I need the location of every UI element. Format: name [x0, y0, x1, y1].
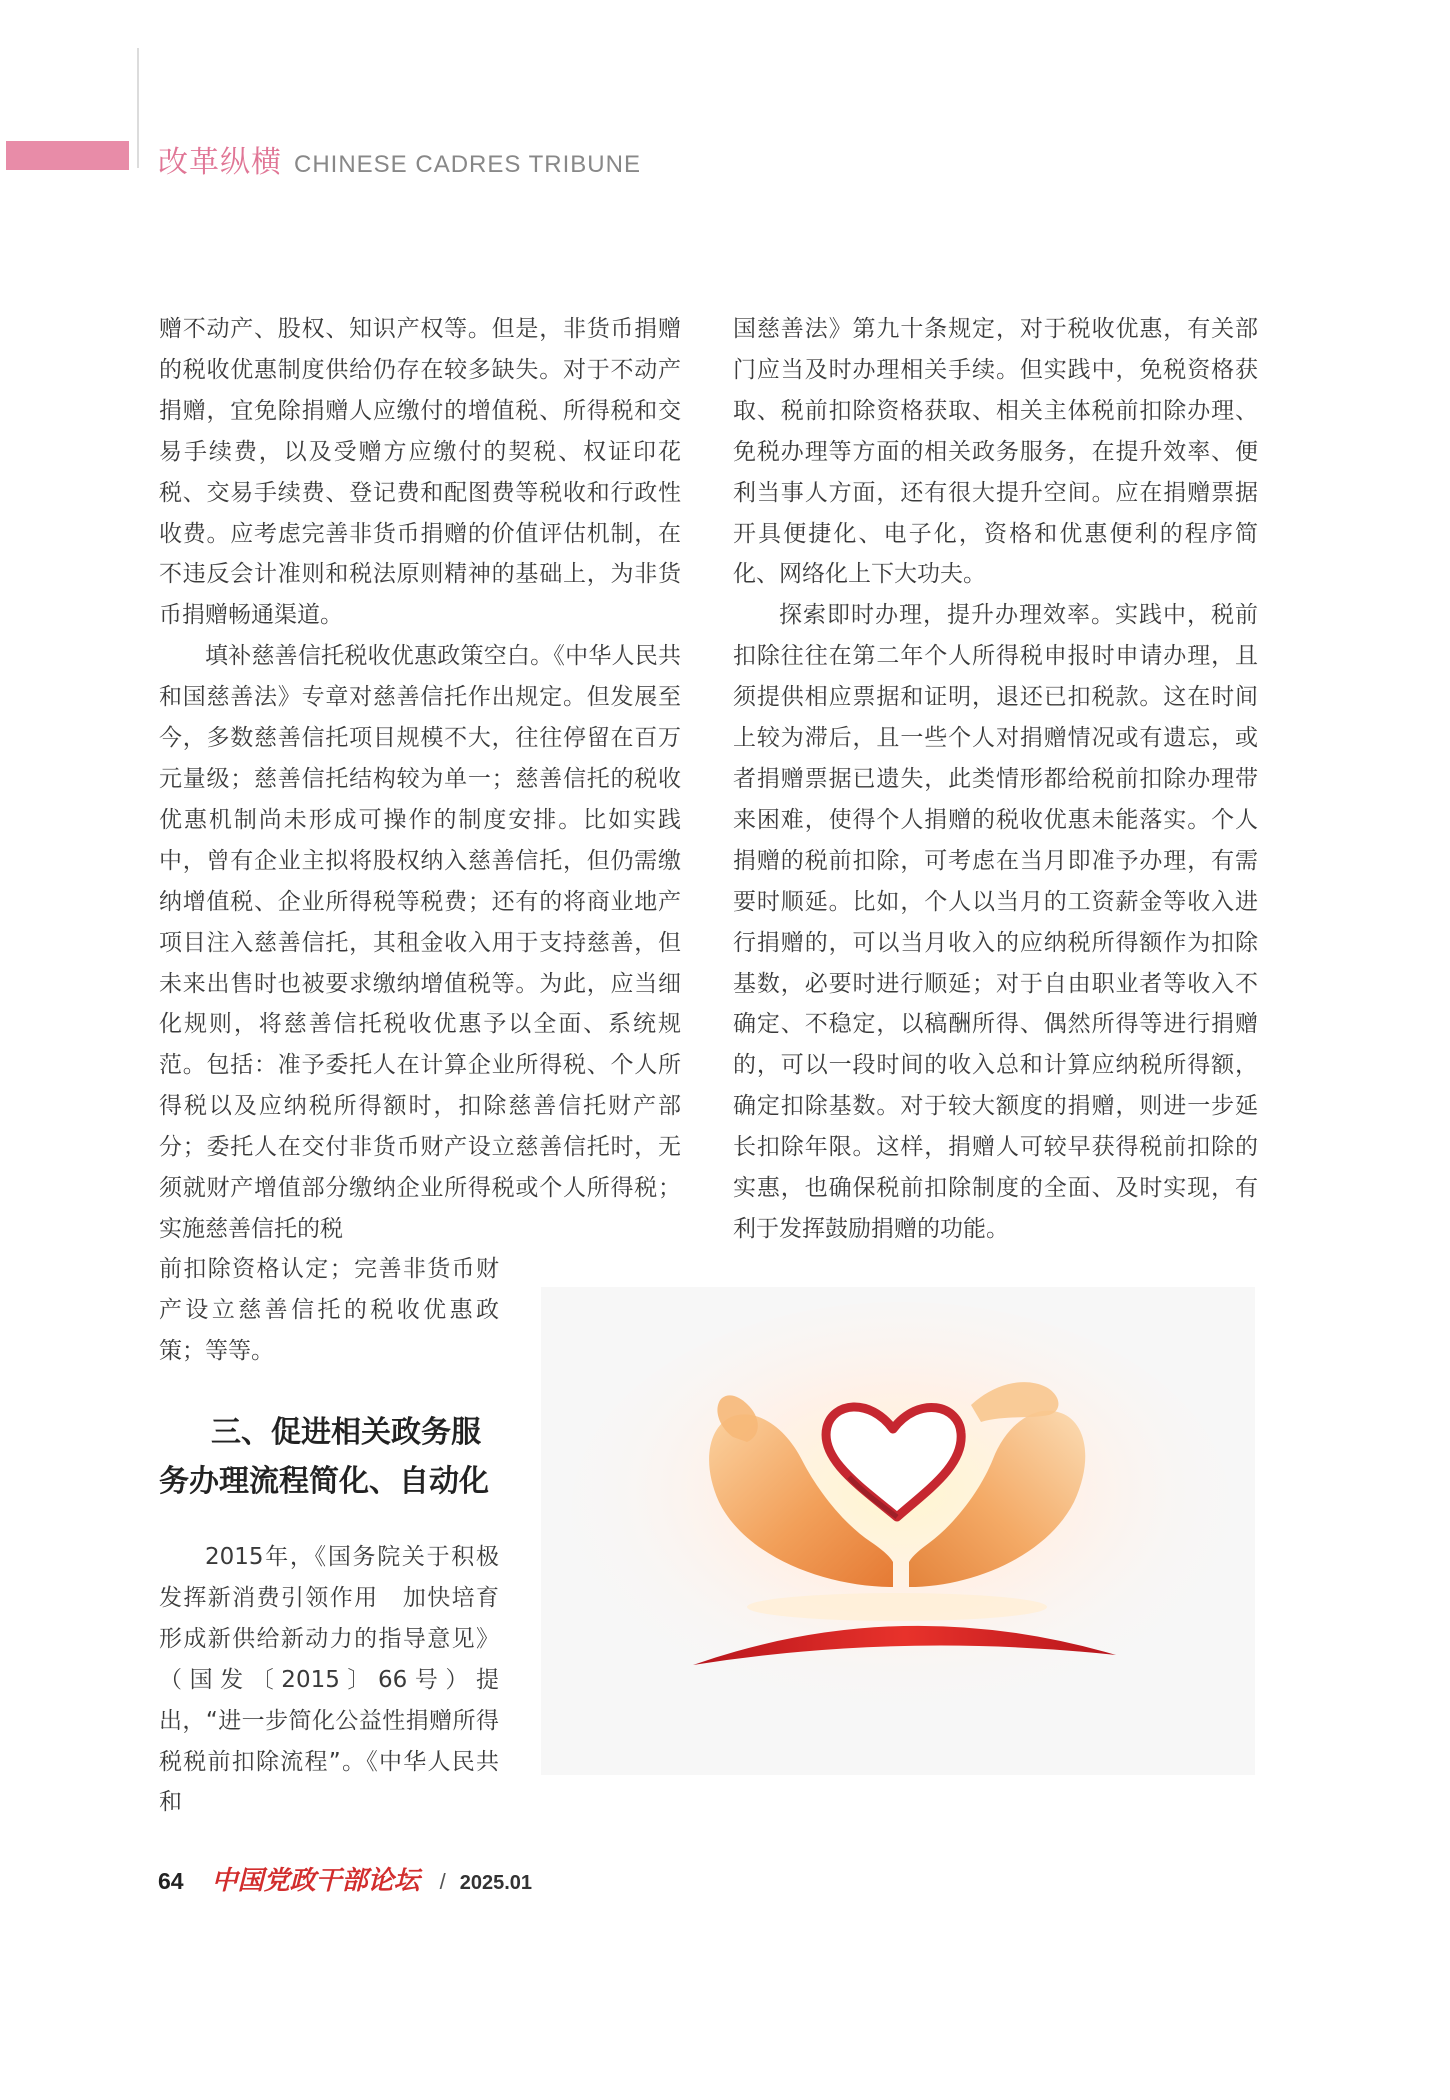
paragraph-charitable-trust-end: 前扣除资格认定；完善非货币财产设立慈善信托的税收优惠政策；等等。 [159, 1256, 499, 1364]
paragraph-2015-guideline: 2015年，《国务院关于积极发挥新消费引领作用 加快培育形成新供给新动力的指导意见》（国发〔2015〕66号）提出，“进一步简化公益性捐赠所得税税前扣除流程”。《中华人民共和 [159, 1544, 499, 1816]
section-heading-line1: 三、促进相关政务服 [211, 1415, 481, 1450]
running-header [158, 137, 641, 181]
illustration-charity-hands-heart [541, 1287, 1255, 1775]
section-heading [159, 1408, 499, 1506]
paragraph-charity-law-article: 国慈善法》第九十条规定，对于税收优惠，有关部门应当及时办理相关手续。但实践中，免税资格获取、税前扣除资格获取、相关主体税前扣除办理、免税办理等方面的相关政务服务，在提升效率、便利当事人方面，还有很大提升空间。应在捐赠票据开具便捷化、电子化，资格和优惠便利的程序简化、网络化上下大功夫。 [733, 316, 1258, 588]
page-number: 64 [158, 1868, 184, 1894]
header-divider-line [137, 48, 139, 168]
section-color-bar [6, 141, 129, 170]
section-body-left [159, 1537, 499, 1823]
section-title-zh: 改革纵横 [158, 145, 282, 180]
issue-date: 2025.01 [459, 1872, 533, 1894]
section-heading-line2: 务办理流程简化、自动化 [159, 1464, 489, 1499]
paragraph-charitable-trust: 填补慈善信托税收优惠政策空白。《中华人民共和国慈善法》专章对慈善信托作出规定。但发展至今，多数慈善信托项目规模不大，往往停留在百万元量级；慈善信托结构较为单一；慈善信托的税收优惠机制尚未形成可操作的制度安排。比如实践中，曾有企业主拟将股权纳入慈善信托，但仍需缴纳增值税、企业所得税等税费；还有的将商业地产项目注入慈善信托，其租金收入用于支持慈善，但未来出售时也被要求缴纳增值税等。为此，应当细化规则，将慈善信托税收优惠予以全面、系统规范。包括：准予委托人在计算企业所得税、个人所得税以及应纳税所得额时，扣除慈善信托财产部分；委托人在交付非货币财产设立慈善信托时，无须就财产增值部分缴纳企业所得税或个人所得税；实施慈善信托的税 [159, 643, 681, 1242]
paragraph-noncash-donation: 赠不动产、股权、知识产权等。但是，非货币捐赠的税收优惠制度供给仍存在较多缺失。对于不动产捐赠，宜免除捐赠人应缴付的增值税、所得税和交易手续费，以及受赠方应缴付的契税、权证印花税、交易手续费、登记费和配图费等税收和行政性收费。应考虑完善非货币捐赠的价值评估机制，在不违反会计准则和税法原则精神的基础上，为非货币捐赠畅通渠道。 [159, 316, 681, 629]
footer-separator: / [439, 1869, 446, 1894]
right-column [733, 309, 1258, 1250]
section-title-en: CHINESE CADRES TRIBUNE [294, 151, 641, 178]
left-column-top [159, 309, 681, 1250]
page-footer [158, 1860, 532, 1897]
magazine-logo: 中国党政干部论坛 [211, 1866, 420, 1896]
illustration-svg [541, 1287, 1255, 1775]
paragraph-instant-processing: 探索即时办理，提升办理效率。实践中，税前扣除往往在第二年个人所得税申报时申请办理，且须提供相应票据和证明，退还已扣税款。这在时间上较为滞后，且一些个人对捐赠情况或有遗忘，或者捐赠票据已遗失，此类情形都给税前扣除办理带来困难，使得个人捐赠的税收优惠未能落实。个人捐赠的税前扣除，可考虑在当月即准予办理，有需要时顺延。比如，个人以当月的工资薪金等收入进行捐赠的，可以当月收入的应纳税所得额作为扣除基数，必要时进行顺延；对于自由职业者等收入不确定、不稳定，以稿酬所得、偶然所得等进行捐赠的，可以一段时间的收入总和计算应纳税所得额，确定扣除基数。对于较大额度的捐赠，则进一步延长扣除年限。这样，捐赠人可较早获得税前扣除的实惠，也确保税前扣除制度的全面、及时实现，有利于发挥鼓励捐赠的功能。 [733, 602, 1258, 1242]
left-column-continuation [159, 1249, 499, 1372]
light-beam [747, 1593, 1047, 1621]
